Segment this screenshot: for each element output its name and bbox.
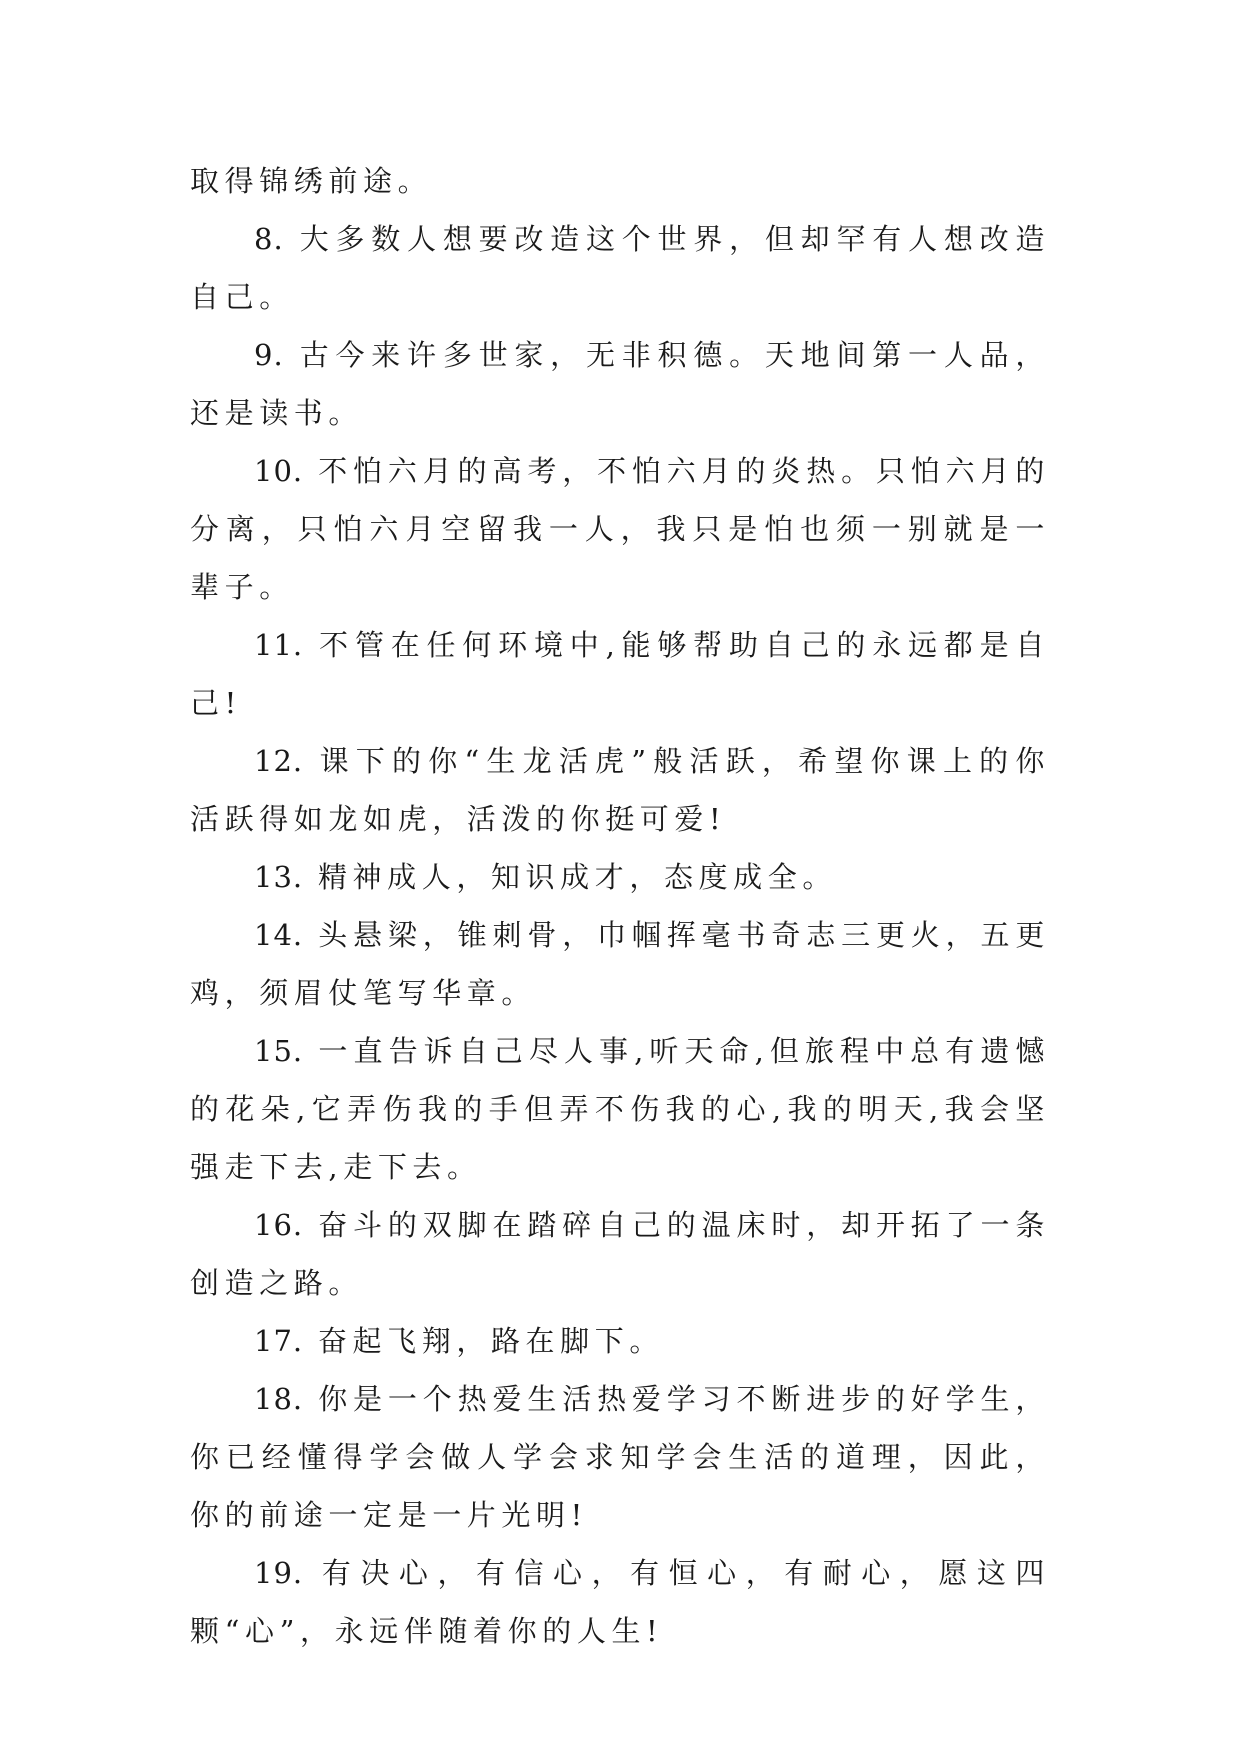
paragraph-text: 取得锦绣前途。: [190, 164, 433, 198]
list-item-15: [190, 1022, 1050, 1196]
item-number: 13.: [254, 860, 304, 894]
item-number: 18.: [254, 1382, 304, 1416]
item-number: 8.: [254, 222, 284, 256]
item-text: 不怕六月的高考，不怕六月的炎热。只怕六月的分离，只怕六月空留我一人，我只是怕也须一别就是一辈子。: [190, 454, 1050, 604]
list-item-11: [190, 616, 1050, 732]
item-text: 一直告诉自己尽人事,听天命,但旅程中总有遗憾的花朵,它弄伤我的手但弄不伤我的心,我的明天,我会坚强走下去,走下去。: [190, 1034, 1050, 1184]
list-item-16: [190, 1196, 1050, 1312]
item-number: 9.: [254, 338, 284, 372]
list-item-13: [190, 848, 1050, 906]
item-number: 17.: [254, 1324, 304, 1358]
list-item-9: [190, 326, 1050, 442]
item-text: 不管在任何环境中,能够帮助自己的永远都是自己!: [190, 628, 1050, 720]
item-text: 有决心，有信心，有恒心，有耐心，愿这四颗“心”，永远伴随着你的人生!: [190, 1556, 1050, 1648]
item-text: 头悬梁，锥刺骨，巾帼挥毫书奇志三更火，五更鸡，须眉仗笔写华章。: [190, 918, 1050, 1010]
item-number: 11.: [254, 628, 304, 662]
item-text: 精神成人，知识成才，态度成全。: [317, 860, 837, 894]
item-number: 19.: [254, 1556, 304, 1590]
list-item-12: [190, 732, 1050, 848]
item-text: 课下的你“生龙活虎”般活跃，希望你课上的你活跃得如龙如虎，活泼的你挺可爱!: [190, 744, 1050, 836]
document-body: [190, 152, 1050, 1660]
item-number: 15.: [254, 1034, 304, 1068]
list-item-19: [190, 1544, 1050, 1660]
item-text: 古今来许多世家，无非积德。天地间第一人品，还是读书。: [190, 338, 1050, 430]
paragraph-continuation: [190, 152, 1050, 210]
item-number: 12.: [254, 744, 304, 778]
item-number: 16.: [254, 1208, 304, 1242]
list-item-17: [190, 1312, 1050, 1370]
item-text: 大多数人想要改造这个世界，但却罕有人想改造自己。: [190, 222, 1050, 314]
list-item-14: [190, 906, 1050, 1022]
item-number: 10.: [254, 454, 304, 488]
item-text: 你是一个热爱生活热爱学习不断进步的好学生，你已经懂得学会做人学会求知学会生活的道理，因此，你的前途一定是一片光明!: [190, 1382, 1050, 1532]
list-item-18: [190, 1370, 1050, 1544]
item-text: 奋起飞翔，路在脚下。: [317, 1324, 664, 1358]
item-number: 14.: [254, 918, 304, 952]
list-item-8: [190, 210, 1050, 326]
list-item-10: [190, 442, 1050, 616]
item-text: 奋斗的双脚在踏碎自己的温床时，却开拓了一条创造之路。: [190, 1208, 1050, 1300]
